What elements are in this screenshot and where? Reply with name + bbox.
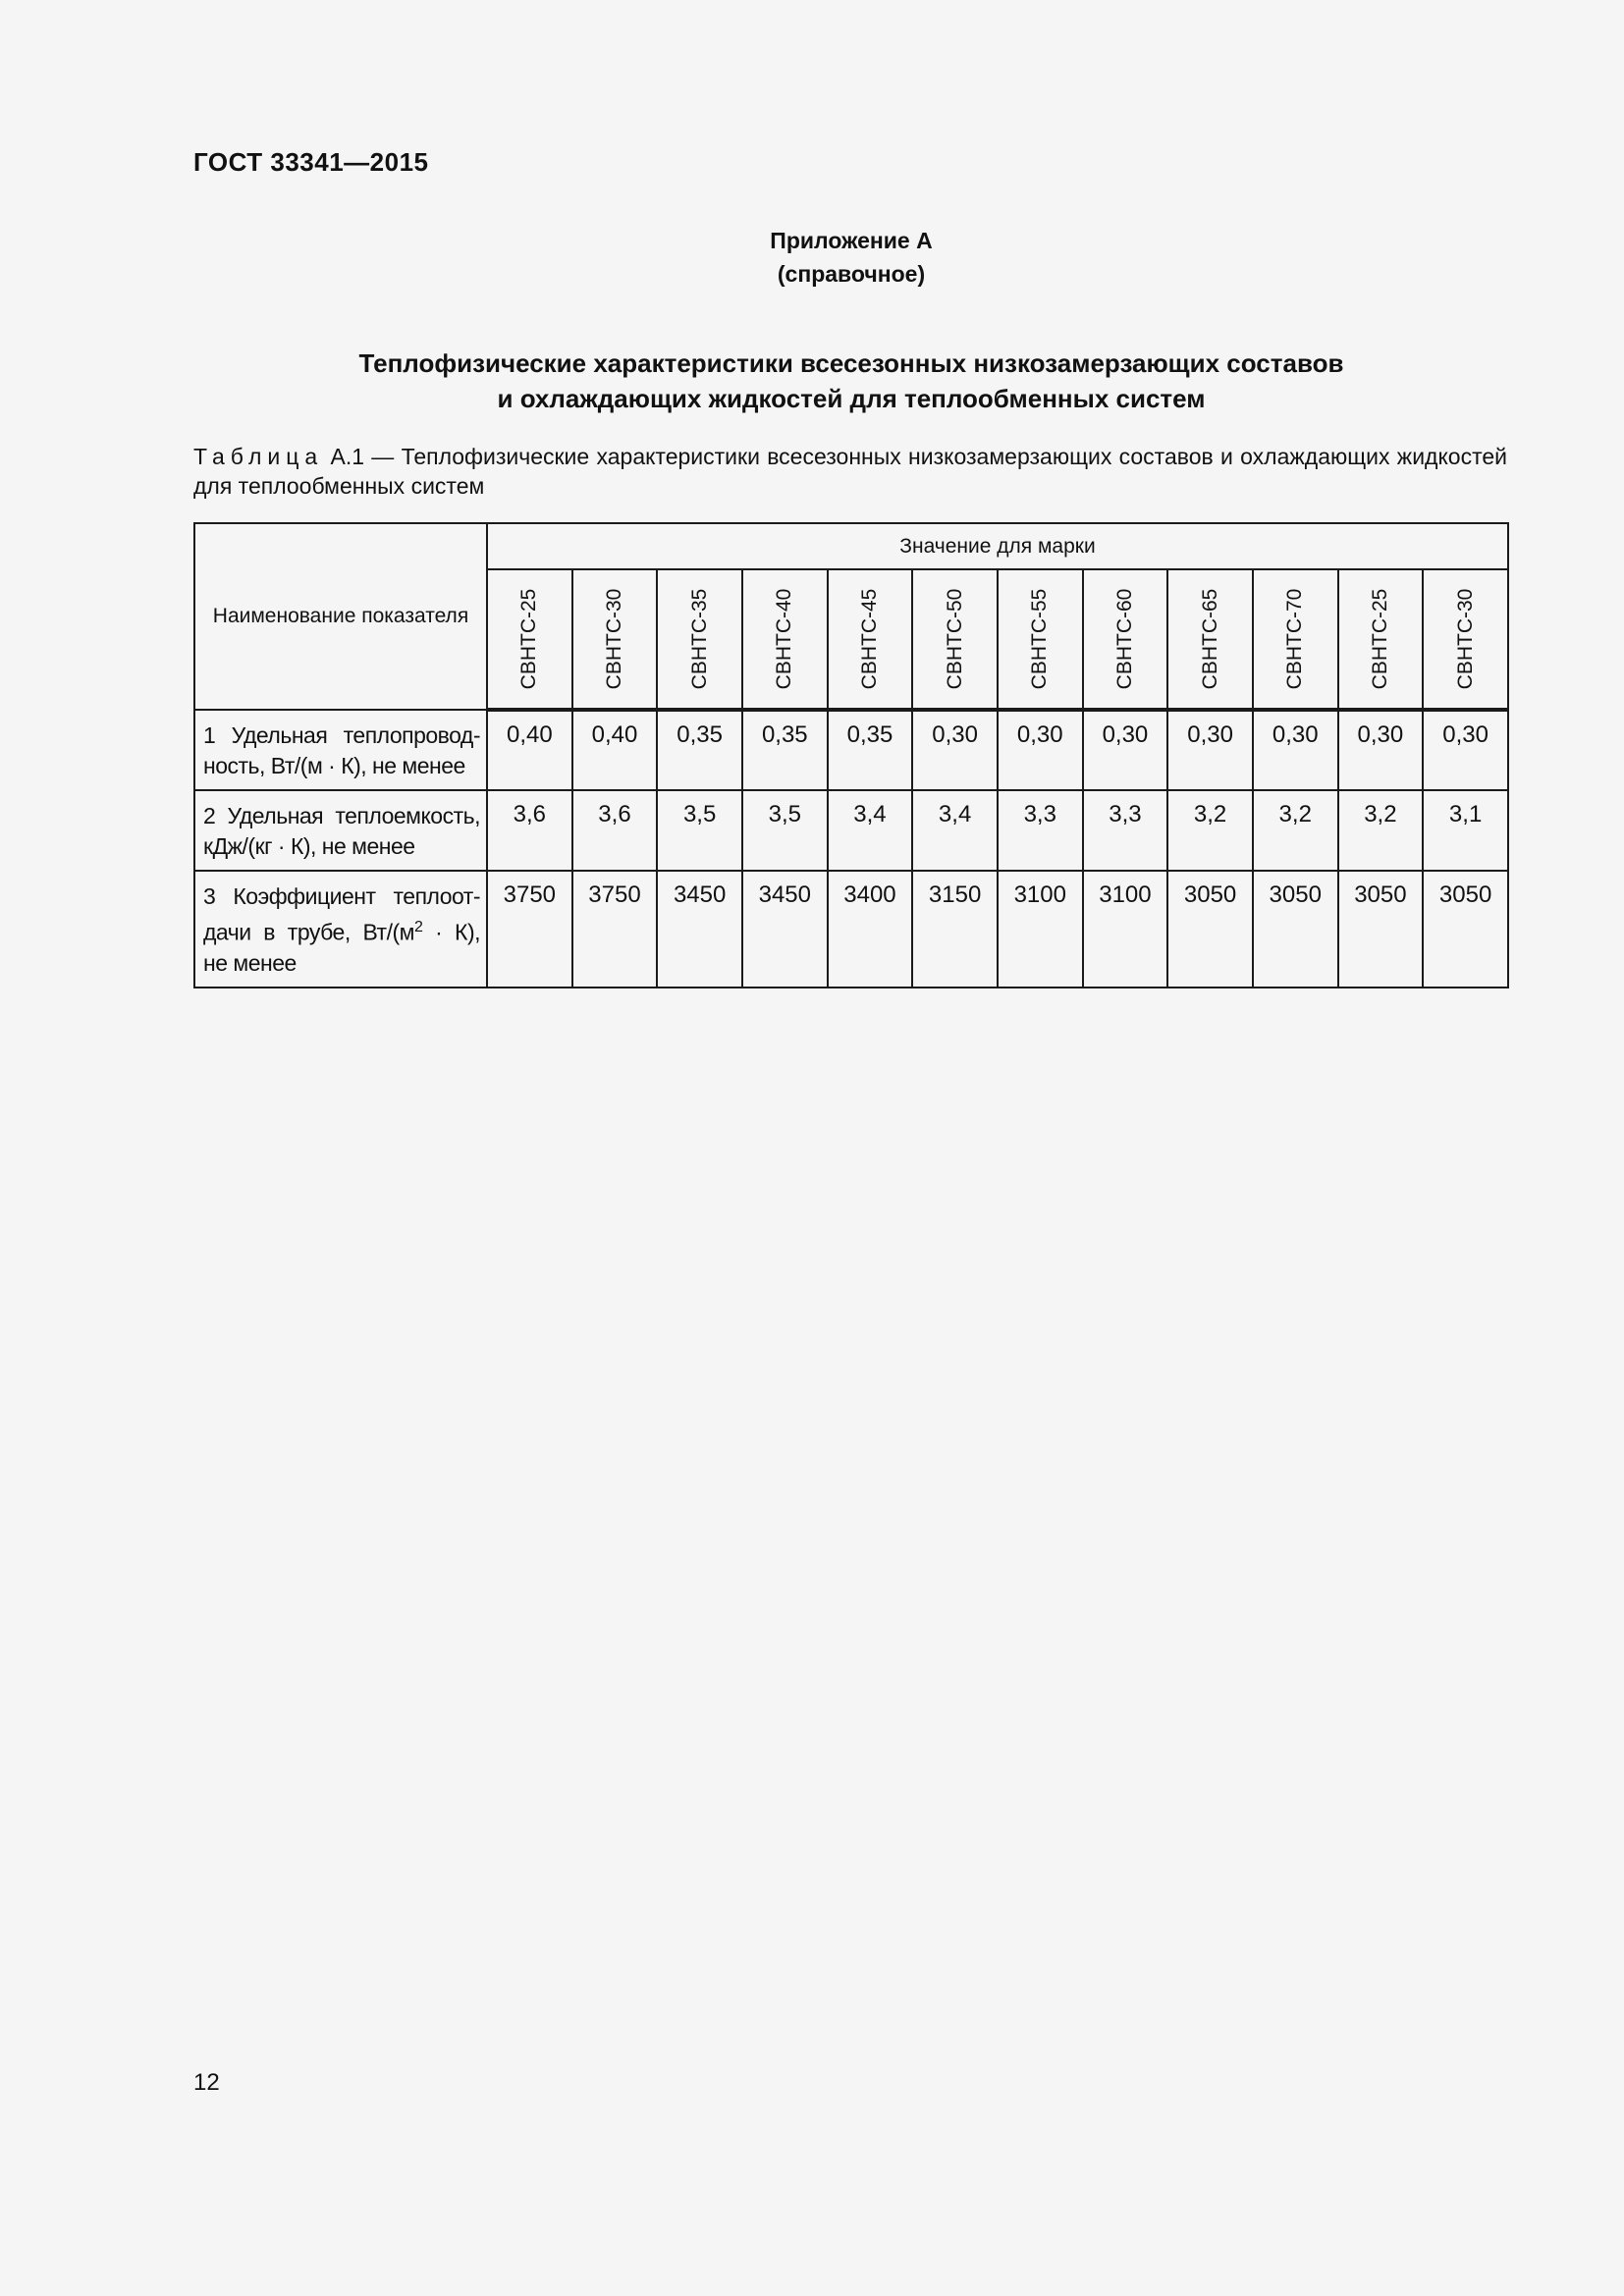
value-cell: 3050 bbox=[1167, 871, 1253, 988]
indicator-line bbox=[203, 912, 480, 948]
value-cell: 0,35 bbox=[657, 710, 742, 790]
value-cell: 0,30 bbox=[1338, 710, 1424, 790]
table-header-row bbox=[194, 523, 1508, 569]
grade-label: СВНТС-25 bbox=[1368, 588, 1391, 690]
indicator-line: 3 Коэффициент теплоот- bbox=[203, 883, 480, 909]
indicator-text: дачи в трубе, Вт/(м bbox=[203, 919, 414, 945]
table-row bbox=[194, 871, 1508, 988]
indicator-cell bbox=[194, 871, 487, 988]
indicator-text: · К), bbox=[422, 919, 480, 945]
value-cell: 0,30 bbox=[912, 710, 998, 790]
grade-header-cell bbox=[828, 569, 913, 710]
value-cell: 0,30 bbox=[1083, 710, 1168, 790]
value-cell: 0,30 bbox=[1423, 710, 1508, 790]
grade-header-cell bbox=[742, 569, 828, 710]
value-cell: 3,2 bbox=[1253, 790, 1338, 871]
value-cell: 3750 bbox=[572, 871, 658, 988]
indicator-line: ность, Вт/(м · К), не менее bbox=[203, 753, 465, 778]
value-cell: 3,6 bbox=[487, 790, 572, 871]
characteristics-table bbox=[193, 522, 1509, 988]
value-cell: 3050 bbox=[1253, 871, 1338, 988]
grade-header-cell bbox=[1338, 569, 1424, 710]
value-cell: 3,6 bbox=[572, 790, 658, 871]
value-cell: 3,2 bbox=[1167, 790, 1253, 871]
value-cell: 3,4 bbox=[828, 790, 913, 871]
value-cell: 0,30 bbox=[1253, 710, 1338, 790]
grade-label: СВНТС-55 bbox=[1028, 588, 1052, 690]
value-cell: 0,30 bbox=[998, 710, 1083, 790]
table-row bbox=[194, 790, 1508, 871]
value-cell: 3100 bbox=[998, 871, 1083, 988]
value-cell: 3750 bbox=[487, 871, 572, 988]
table-caption-label: Таблица bbox=[193, 444, 324, 469]
indicator-line: кДж/(кг · К), не менее bbox=[203, 833, 415, 859]
section-title-line-2: и охлаждающих жидкостей для теплообменных систем bbox=[497, 384, 1206, 413]
table-caption-text: А.1 — Теплофизические характеристики всесезонных низкозамерзающих составов и охлаждающих жидкостей для теплообменных систем bbox=[193, 444, 1507, 499]
section-title-line-1: Теплофизические характеристики всесезонных низкозамерзающих составов bbox=[358, 348, 1344, 378]
grade-label: СВНТС-30 bbox=[602, 588, 625, 690]
value-cell: 0,40 bbox=[572, 710, 658, 790]
grade-label: СВНТС-45 bbox=[857, 588, 881, 690]
grade-label: СВНТС-70 bbox=[1283, 588, 1307, 690]
appendix-heading bbox=[0, 224, 1624, 291]
grade-label: СВНТС-40 bbox=[773, 588, 796, 690]
value-cell: 3150 bbox=[912, 871, 998, 988]
grade-label: СВНТС-35 bbox=[687, 588, 711, 690]
indicator-line: 1 Удельная теплопровод- bbox=[203, 722, 480, 748]
grade-header-cell bbox=[572, 569, 658, 710]
grade-header-cell bbox=[998, 569, 1083, 710]
value-cell: 3,3 bbox=[1083, 790, 1168, 871]
value-cell: 3,2 bbox=[1338, 790, 1424, 871]
value-cell: 3,1 bbox=[1423, 790, 1508, 871]
value-cell: 3450 bbox=[657, 871, 742, 988]
indicator-line: не менее bbox=[203, 949, 297, 976]
grade-header-cell bbox=[657, 569, 742, 710]
appendix-title: Приложение А bbox=[770, 228, 933, 253]
grade-header-cell bbox=[1253, 569, 1338, 710]
appendix-kind: (справочное) bbox=[777, 261, 926, 287]
grade-label: СВНТС-50 bbox=[943, 588, 966, 690]
grade-header-cell bbox=[487, 569, 572, 710]
value-cell: 3,3 bbox=[998, 790, 1083, 871]
table-caption bbox=[193, 442, 1507, 501]
page-number: 12 bbox=[193, 2069, 220, 2096]
value-cell: 3400 bbox=[828, 871, 913, 988]
value-cell: 0,35 bbox=[742, 710, 828, 790]
grade-header-cell bbox=[912, 569, 998, 710]
grade-label: СВНТС-65 bbox=[1198, 588, 1221, 690]
value-cell: 3450 bbox=[742, 871, 828, 988]
value-cell: 0,40 bbox=[487, 710, 572, 790]
value-cell: 0,35 bbox=[828, 710, 913, 790]
document-code: ГОСТ 33341—2015 bbox=[193, 147, 429, 177]
section-title bbox=[0, 346, 1624, 416]
indicator-cell bbox=[194, 710, 487, 790]
superscript: 2 bbox=[413, 919, 423, 935]
value-cell: 3,5 bbox=[657, 790, 742, 871]
grade-header-cell bbox=[1167, 569, 1253, 710]
grade-header-cell bbox=[1083, 569, 1168, 710]
indicator-cell bbox=[194, 790, 487, 871]
value-cell: 3050 bbox=[1423, 871, 1508, 988]
value-cell: 3100 bbox=[1083, 871, 1168, 988]
grade-header-cell bbox=[1423, 569, 1508, 710]
value-cell: 3,5 bbox=[742, 790, 828, 871]
grade-label: СВНТС-60 bbox=[1112, 588, 1136, 690]
grade-label: СВНТС-30 bbox=[1453, 588, 1477, 690]
indicator-line: 2 Удельная теплоемкость, bbox=[203, 803, 480, 828]
value-cell: 3,4 bbox=[912, 790, 998, 871]
value-cell: 3050 bbox=[1338, 871, 1424, 988]
value-cell: 0,30 bbox=[1167, 710, 1253, 790]
indicator-name-header: Наименование показателя bbox=[194, 523, 487, 710]
grade-label: СВНТС-25 bbox=[517, 588, 541, 690]
table-row bbox=[194, 710, 1508, 790]
grade-group-header: Значение для марки bbox=[487, 523, 1508, 569]
